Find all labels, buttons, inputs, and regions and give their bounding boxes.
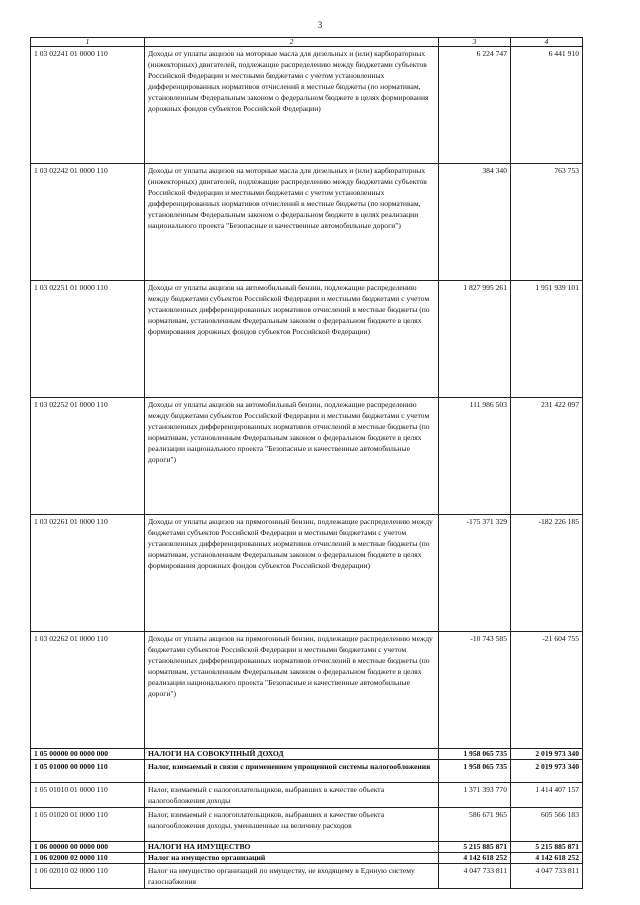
amount-col3: 1 371 393 770	[439, 783, 511, 808]
budget-code: 1 03 02252 01 0000 110	[31, 398, 145, 515]
amount-col3: 384 340	[439, 164, 511, 281]
revenue-name: Доходы от уплаты акцизов на моторные масла для дизельных и (или) карбюраторных (инжекторных) двигателей, подлежащие распределению между бюджетами субъектов Российской Федерации и местными бюджетами с учетом установленных дифференцированных нормативов отчислений в местные бюджеты (по нормативам, установленным Федеральным законом о федеральном бюджете в целях реализации национального проекта "Безопасные и качественные автомобильные дороги")	[145, 164, 439, 281]
page-number: 3	[317, 20, 323, 30]
revenue-name: Доходы от уплаты акцизов на моторные масла для дизельных и (или) карбюраторных (инжекторных) двигателей, подлежащие распределению между бюджетами субъектов Российской Федерации и местными бюджетами с учетом установленных дифференцированных нормативов отчислений в местные бюджеты (по нормативам, установленным Федеральным законом о федеральном бюджете в целях формирования дорожных фондов субъектов Российской Федерации)	[145, 47, 439, 164]
budget-code: 1 06 02000 02 0000 110	[31, 853, 145, 864]
table-row	[31, 164, 583, 281]
table-row	[31, 842, 583, 853]
amount-col3: 4 142 618 252	[439, 853, 511, 864]
column-number: 3	[439, 38, 511, 47]
table-row	[31, 749, 583, 760]
column-number: 4	[511, 38, 583, 47]
budget-code: 1 03 02241 01 0000 110	[31, 47, 145, 164]
amount-col3: 586 671 965	[439, 808, 511, 842]
revenue-name: Налог на имущество организаций	[145, 853, 439, 864]
amount-col4: 4 047 733 811	[511, 864, 583, 889]
amount-col3: -175 371 329	[439, 515, 511, 632]
revenue-name: Доходы от уплаты акцизов на прямогонный бензин, подлежащие распределению между бюджетами субъектов Российской Федерации и местными бюджетами с учетом установленных дифференцированных нормативов отчислений в местные бюджеты (по нормативам, установленным Федеральным законом о федеральном бюджете в целях реализации национального проекта "Безопасные и качественные автомобильные дороги")	[145, 632, 439, 749]
amount-col4: 605 566 183	[511, 808, 583, 842]
table-row	[31, 853, 583, 864]
amount-col3: -10 743 585	[439, 632, 511, 749]
budget-revenue-table	[30, 37, 583, 889]
table-row	[31, 760, 583, 783]
amount-col4: 1 414 407 157	[511, 783, 583, 808]
budget-code: 1 06 00000 00 0000 000	[31, 842, 145, 853]
amount-col4: 231 422 097	[511, 398, 583, 515]
budget-code: 1 05 00000 00 0000 000	[31, 749, 145, 760]
budget-code: 1 05 01000 00 0000 110	[31, 760, 145, 783]
table-row	[31, 808, 583, 842]
budget-code: 1 03 02251 01 0000 110	[31, 281, 145, 398]
table-row	[31, 783, 583, 808]
table-row	[31, 398, 583, 515]
budget-code: 1 03 02242 01 0000 110	[31, 164, 145, 281]
budget-code: 1 06 02010 02 0000 110	[31, 864, 145, 889]
revenue-name: Налог, взимаемый в связи с применением упрощенной системы налогообложения	[145, 760, 439, 783]
budget-code: 1 05 01010 01 0000 110	[31, 783, 145, 808]
table-row	[31, 632, 583, 749]
amount-col4: 2 019 973 340	[511, 749, 583, 760]
budget-code: 1 03 02261 01 0000 110	[31, 515, 145, 632]
amount-col4: 4 142 618 252	[511, 853, 583, 864]
column-number: 1	[31, 38, 145, 47]
revenue-name: Налог, взимаемый с налогоплательщиков, выбравших в качестве объекта налогообложения доходы	[145, 783, 439, 808]
amount-col4: 5 215 885 871	[511, 842, 583, 853]
amount-col4: -21 604 755	[511, 632, 583, 749]
revenue-name: НАЛОГИ НА СОВОКУПНЫЙ ДОХОД	[145, 749, 439, 760]
revenue-name: Доходы от уплаты акцизов на прямогонный бензин, подлежащие распределению между бюджетами субъектов Российской Федерации и местными бюджетами с учетом установленных дифференцированных нормативов отчислений в местные бюджеты (по нормативам, установленным Федеральным законом о федеральном бюджете в целях формирования дорожных фондов субъектов Российской Федерации)	[145, 515, 439, 632]
table-row	[31, 281, 583, 398]
revenue-name: Налог, взимаемый с налогоплательщиков, выбравших в качестве объекта налогообложения доходы, уменьшенные на величину расходов	[145, 808, 439, 842]
revenue-name: НАЛОГИ НА ИМУЩЕСТВО	[145, 842, 439, 853]
amount-col3: 6 224 747	[439, 47, 511, 164]
amount-col3: 5 215 885 871	[439, 842, 511, 853]
amount-col3: 1 958 065 735	[439, 760, 511, 783]
amount-col3: 111 986 503	[439, 398, 511, 515]
amount-col4: 763 753	[511, 164, 583, 281]
budget-code: 1 05 01020 01 0000 110	[31, 808, 145, 842]
amount-col3: 1 958 065 735	[439, 749, 511, 760]
revenue-name: Доходы от уплаты акцизов на автомобильный бензин, подлежащие распределению между бюджетами субъектов Российской Федерации и местными бюджетами с учетом установленных дифференцированных нормативов отчислений в местные бюджеты (по нормативам, установленным Федеральным законом о федеральном бюджете в целях формирования дорожных фондов субъектов Российской Федерации)	[145, 281, 439, 398]
table-row	[31, 515, 583, 632]
revenue-name: Налог на имущество организаций по имуществу, не входящему в Единую систему газоснабжения	[145, 864, 439, 889]
column-number-row	[31, 38, 583, 47]
amount-col4: 6 441 910	[511, 47, 583, 164]
table-row	[31, 47, 583, 164]
amount-col3: 4 047 733 811	[439, 864, 511, 889]
table-row	[31, 864, 583, 889]
revenue-name: Доходы от уплаты акцизов на автомобильный бензин, подлежащие распределению между бюджетами субъектов Российской Федерации и местными бюджетами с учетом установленных дифференцированных нормативов отчислений в местные бюджеты (по нормативам, установленным Федеральным законом о федеральном бюджете в целях реализации национального проекта "Безопасные и качественные автомобильные дороги")	[145, 398, 439, 515]
amount-col4: 2 019 973 340	[511, 760, 583, 783]
amount-col4: -182 226 185	[511, 515, 583, 632]
budget-code: 1 03 02262 01 0000 110	[31, 632, 145, 749]
column-number: 2	[145, 38, 439, 47]
amount-col4: 1 951 939 101	[511, 281, 583, 398]
amount-col3: 1 827 995 261	[439, 281, 511, 398]
